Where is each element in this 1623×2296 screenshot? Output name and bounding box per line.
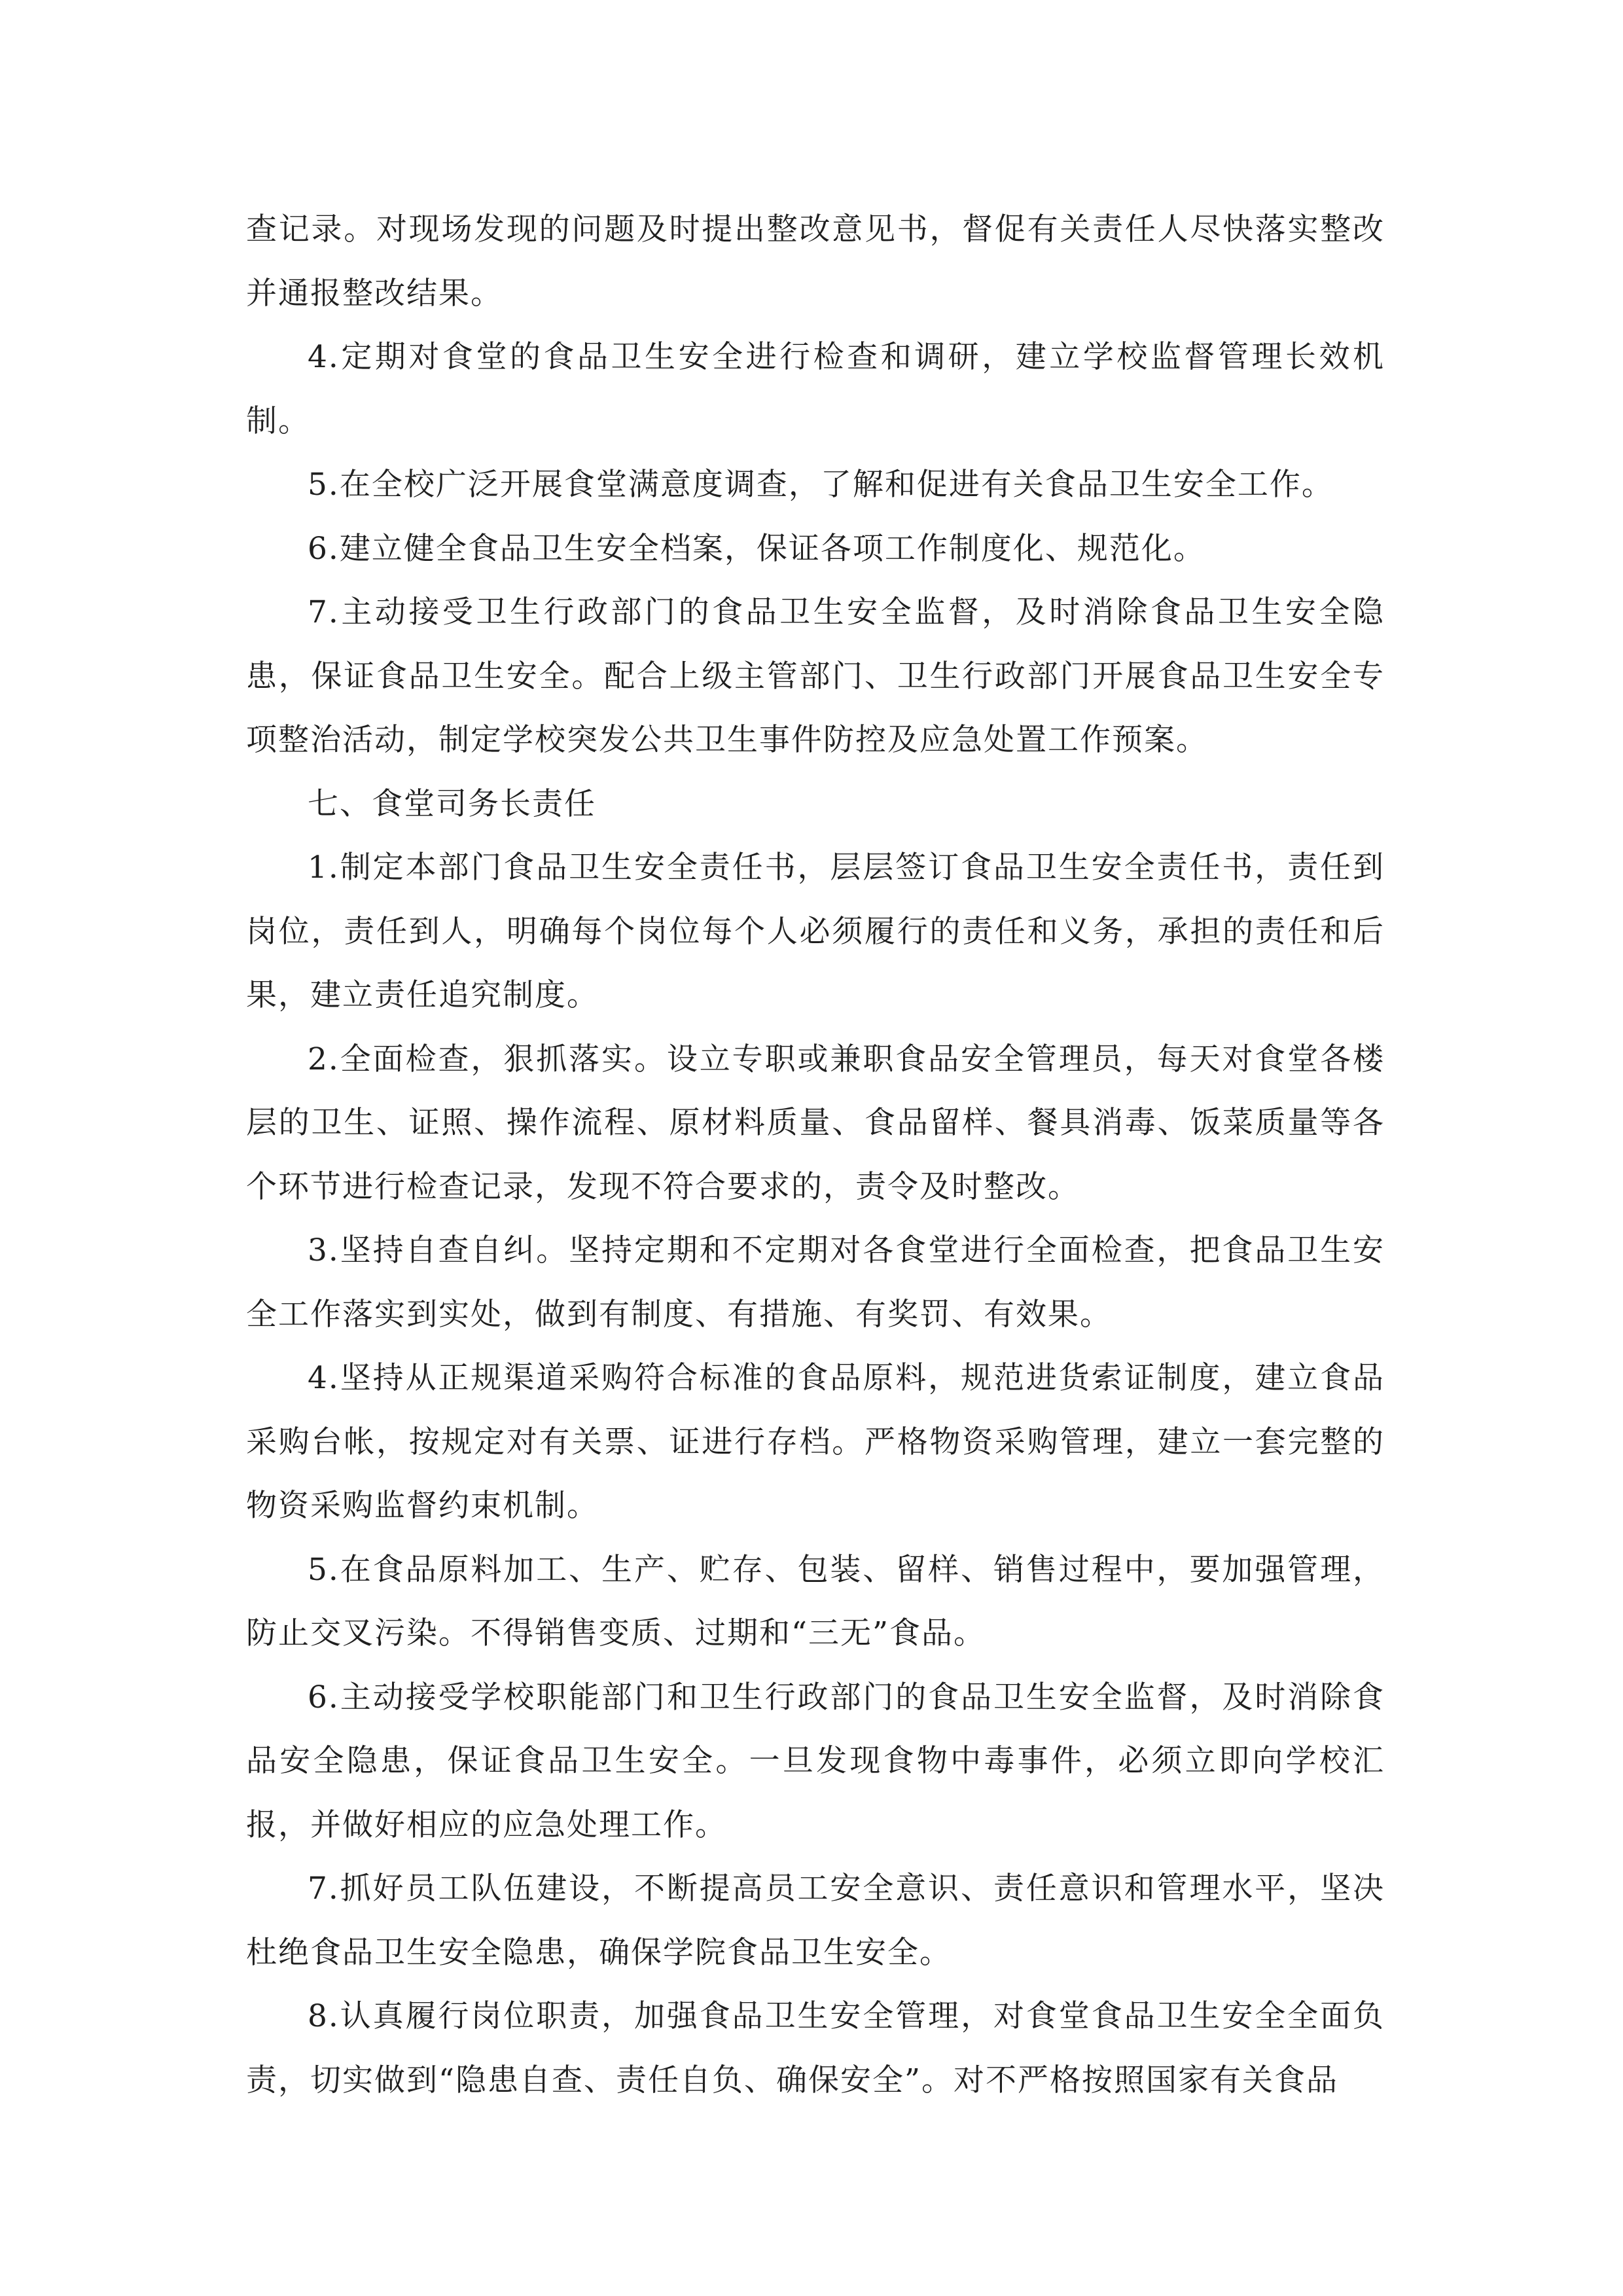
paragraph-item-2: 2.全面检查，狠抓落实。设立专职或兼职食品安全管理员，每天对食堂各楼层的卫生、证照、操作流程、原材料质量、食品留样、餐具消毒、饭菜质量等各个环节进行检查记录，发现不符合要求的，责令及时整改。 <box>246 1041 1385 1205</box>
paragraph-continuation: 查记录。对现场发现的问题及时提出整改意见书，督促有关责任人尽快落实整改并通报整改结果。 <box>246 211 1385 312</box>
paragraph-item-4b: 4.坚持从正规渠道采购符合标准的食品原料，规范进货索证制度，建立食品采购台帐，按规定对有关票、证进行存档。严格物资采购管理，建立一套完整的物资采购监督约束机制。 <box>246 1360 1385 1524</box>
paragraph-item-7b: 7.抓好员工队伍建设，不断提高员工安全意识、责任意识和管理水平，坚决杜绝食品卫生安全隐患，确保学院食品卫生安全。 <box>246 1871 1385 1971</box>
paragraph-item-5b: 5.在食品原料加工、生产、贮存、包装、留样、销售过程中，要加强管理，防止交叉污染。不得销售变质、过期和“三无”食品。 <box>246 1551 1385 1651</box>
paragraph-item-8: 8.认真履行岗位职责，加强食品卫生安全管理，对食堂食品卫生安全全面负责，切实做到“隐患自查、责任自负、确保安全”。对不严格按照国家有关食品 <box>246 1998 1385 2098</box>
paragraph-item-4: 4.定期对食堂的食品卫生安全进行检查和调研，建立学校监督管理长效机制。 <box>246 339 1385 439</box>
paragraph-item-7: 7.主动接受卫生行政部门的食品卫生安全监督，及时消除食品卫生安全隐患，保证食品卫生安全。配合上级主管部门、卫生行政部门开展食品卫生安全专项整治活动，制定学校突发公共卫生事件防控及应急处置工作预案。 <box>246 594 1385 758</box>
document-body <box>246 198 1385 2112</box>
paragraph-item-3: 3.坚持自查自纠。坚持定期和不定期对各食堂进行全面检查，把食品卫生安全工作落实到实处，做到有制度、有措施、有奖罚、有效果。 <box>246 1232 1385 1333</box>
paragraph-item-6b: 6.主动接受学校职能部门和卫生行政部门的食品卫生安全监督，及时消除食品安全隐患，保证食品卫生安全。一旦发现食物中毒事件，必须立即向学校汇报，并做好相应的应急处理工作。 <box>246 1679 1385 1843</box>
paragraph-item-6: 6.建立健全食品卫生安全档案，保证各项工作制度化、规范化。 <box>308 530 1205 567</box>
paragraph-item-1: 1.制定本部门食品卫生安全责任书，层层签订食品卫生安全责任书，责任到岗位，责任到人，明确每个岗位每个人必须履行的责任和义务，承担的责任和后果，建立责任追究制度。 <box>246 850 1385 1013</box>
section-heading: 七、食堂司务长责任 <box>308 785 596 822</box>
paragraph-item-5: 5.在全校广泛开展食堂满意度调查，了解和促进有关食品卫生安全工作。 <box>308 467 1334 503</box>
